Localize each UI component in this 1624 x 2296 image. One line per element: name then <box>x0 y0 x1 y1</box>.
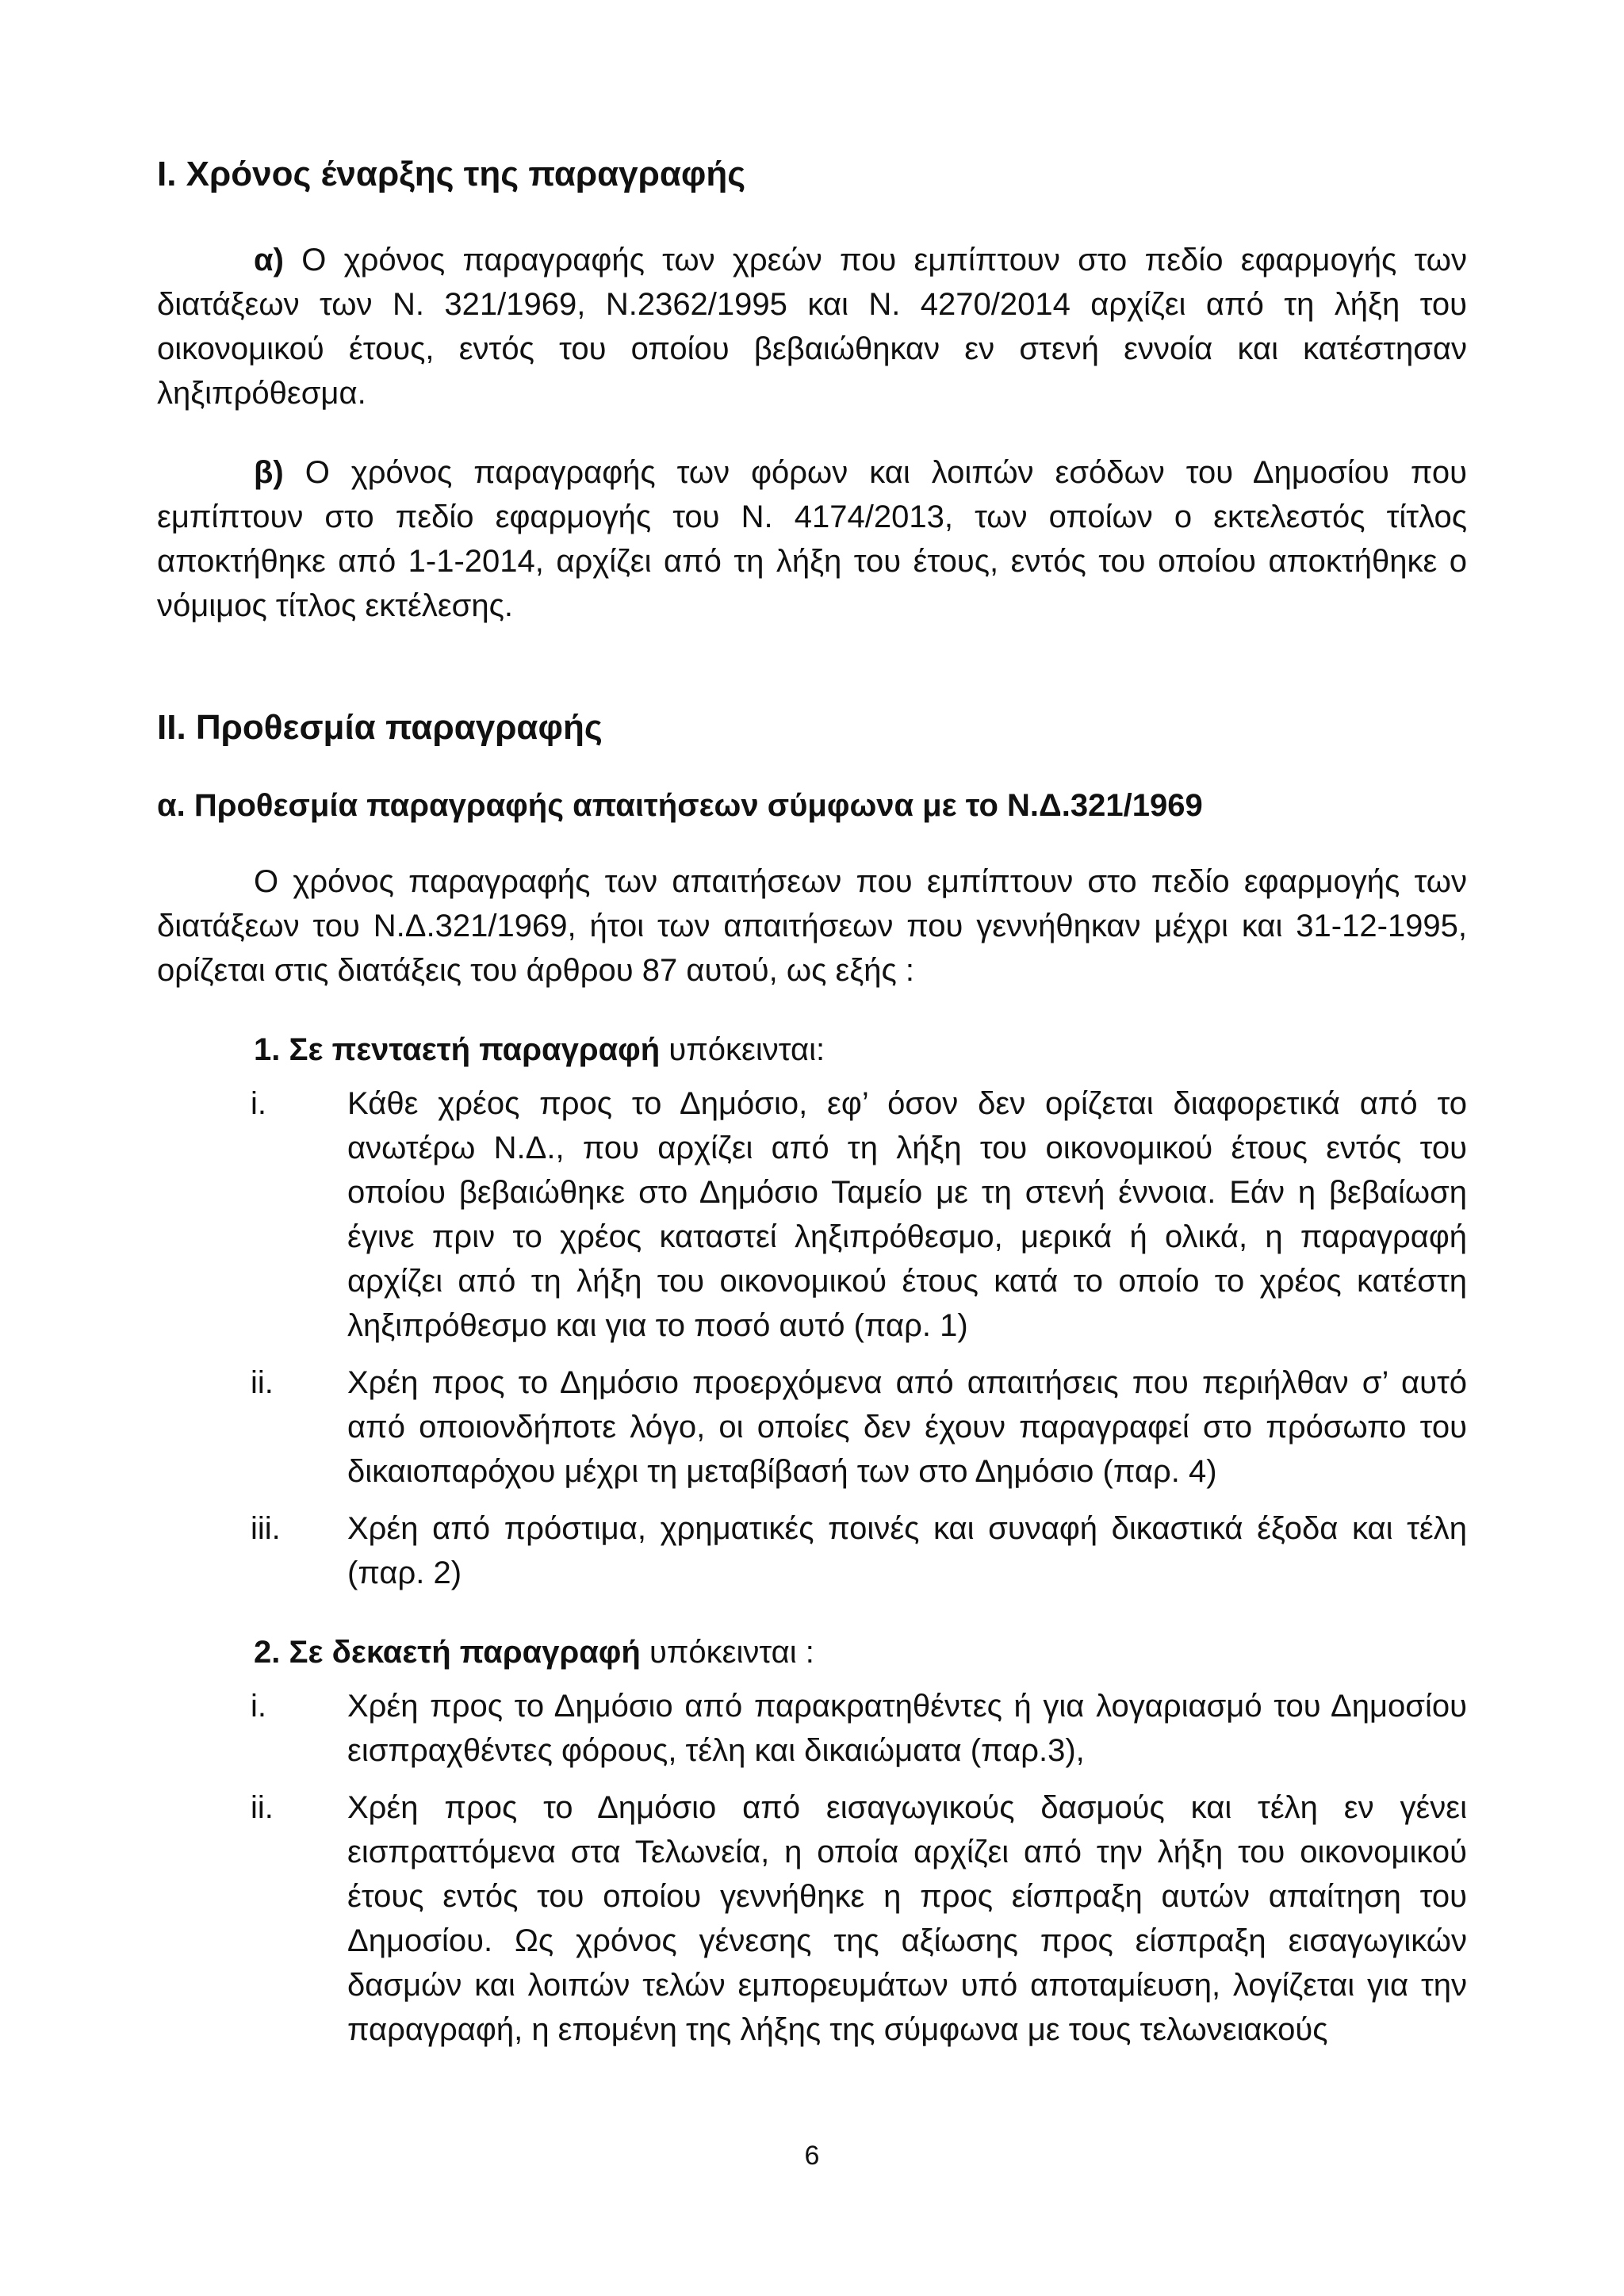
section-1-heading: I. Χρόνος έναρξης της παραγραφής <box>157 155 746 193</box>
group-2-title <box>157 1630 1467 1674</box>
list-item-number: ii. <box>251 1365 274 1400</box>
paragraph-a <box>157 238 1467 415</box>
list-item-number: ii. <box>251 1790 274 1825</box>
paragraph-b-label: β) <box>254 455 284 490</box>
list-item-number: iii. <box>251 1511 281 1546</box>
list-item-text: Χρέη προς το Δημόσιο από εισαγωγικούς δασμούς και τέλη εν γένει εισπραττόμενα στα Τελωνεία, η οποία αρχίζει από την λήξη του οικονομικού έτους εντός του οποίου γεννήθηκε η προς είσπραξη αυτών απαίτηση του Δημοσίου. Ως χρόνος γένεσης της αξίωσης προς είσπραξη εισαγωγικών δασμών και λοιπών τελών εμπορευμάτων υπό αποταμίευση, λογίζεται για την παραγραφή, η επομένη της λήξης της σύμφωνα με τους τελωνειακούς <box>347 1790 1467 2047</box>
list-item-text: Χρέη προς το Δημόσιο από παρακρατηθέντες ή για λογαριασμό του Δημοσίου εισπραχθέντες φόρους, τέλη και δικαιώματα (παρ.3), <box>347 1689 1467 1768</box>
group-1-title-suffix: υπόκεινται: <box>660 1032 825 1067</box>
section-2-subheading: α. Προθεσμία παραγραφής απαιτήσεων σύμφωνα με το Ν.Δ.321/1969 <box>157 788 1203 823</box>
paragraph-b <box>157 450 1467 628</box>
paragraph-b-text: Ο χρόνος παραγραφής των φόρων και λοιπών εσόδων του Δημοσίου που εμπίπτουν στο πεδίο εφαρμογής του Ν. 4174/2013, των οποίων ο εκτελεστός τίτλος αποκτήθηκε από 1-1-2014, αρχίζει από τη λήξη του έτους, εντός του οποίου αποκτήθηκε ο νόμιμος τίτλος εκτέλεσης. <box>157 455 1467 623</box>
list-item <box>157 1506 1467 1595</box>
group-2-title-suffix: υπόκεινται : <box>640 1635 814 1670</box>
section-2-heading: II. Προθεσμία παραγραφής <box>157 708 603 747</box>
group-2-list <box>157 1684 1467 2052</box>
list-item <box>157 1360 1467 1494</box>
list-item <box>157 1081 1467 1348</box>
list-item-text: Χρέη προς το Δημόσιο προερχόμενα από απαιτήσεις που περιήλθαν σ’ αυτό από οποιονδήποτε λόγο, οι οποίες δεν έχουν παραγραφεί στο πρόσωπο του δικαιοπαρόχου μέχρι τη μεταβίβασή των στο Δημόσιο (παρ. 4) <box>347 1365 1467 1489</box>
group-2-title-bold: 2. Σε δεκαετή παραγραφή <box>254 1635 641 1670</box>
group-1-title-bold: 1. Σε πενταετή παραγραφή <box>254 1032 661 1067</box>
list-item-number: i. <box>251 1689 266 1724</box>
page-number: 6 <box>804 2141 820 2171</box>
list-item-number: i. <box>251 1086 266 1121</box>
list-item-text: Κάθε χρέος προς το Δημόσιο, εφ’ όσον δεν ορίζεται διαφορετικά από το ανωτέρω Ν.Δ., που αρχίζει από τη λήξη του οικονομικού έτους εντός του οποίου βεβαιώθηκε στο Δημόσιο Ταμείο με τη στενή έννοια. Εάν η βεβαίωση έγινε πριν το χρέος καταστεί ληξιπρόθεσμο, μερικά ή ολικά, η παραγραφή αρχίζει από τη λήξη του οικονομικού έτους κατά το οποίο το χρέος κατέστη ληξιπρόθεσμο και για το ποσό αυτό (παρ. 1) <box>347 1086 1467 1343</box>
list-item-text: Χρέη από πρόστιμα, χρηματικές ποινές και συναφή δικαστικά έξοδα και τέλη (παρ. 2) <box>347 1511 1467 1590</box>
list-item <box>157 1785 1467 2052</box>
group-1-list <box>157 1081 1467 1595</box>
list-item <box>157 1684 1467 1773</box>
paragraph-a-label: α) <box>254 243 284 277</box>
paragraph-a-text: Ο χρόνος παραγραφής των χρεών που εμπίπτουν στο πεδίο εφαρμογής των διατάξεων των Ν. 321/1969, Ν.2362/1995 και Ν. 4270/2014 αρχίζει από τη λήξη του οικονομικού έτους, εντός του οποίου βεβαιώθηκαν εν στενή εννοία και κατέστησαν ληξιπρόθεσμα. <box>157 243 1467 411</box>
document-page <box>157 151 1467 2052</box>
group-1-title <box>157 1027 1467 1072</box>
section-2-intro: Ο χρόνος παραγραφής των απαιτήσεων που εμπίπτουν στο πεδίο εφαρμογής των διατάξεων του Ν.Δ.321/1969, ήτοι των απαιτήσεων που γεννήθηκαν μέχρι και 31-12-1995, ορίζεται στις διατάξεις του άρθρου 87 αυτού, ως εξής : <box>157 864 1467 988</box>
